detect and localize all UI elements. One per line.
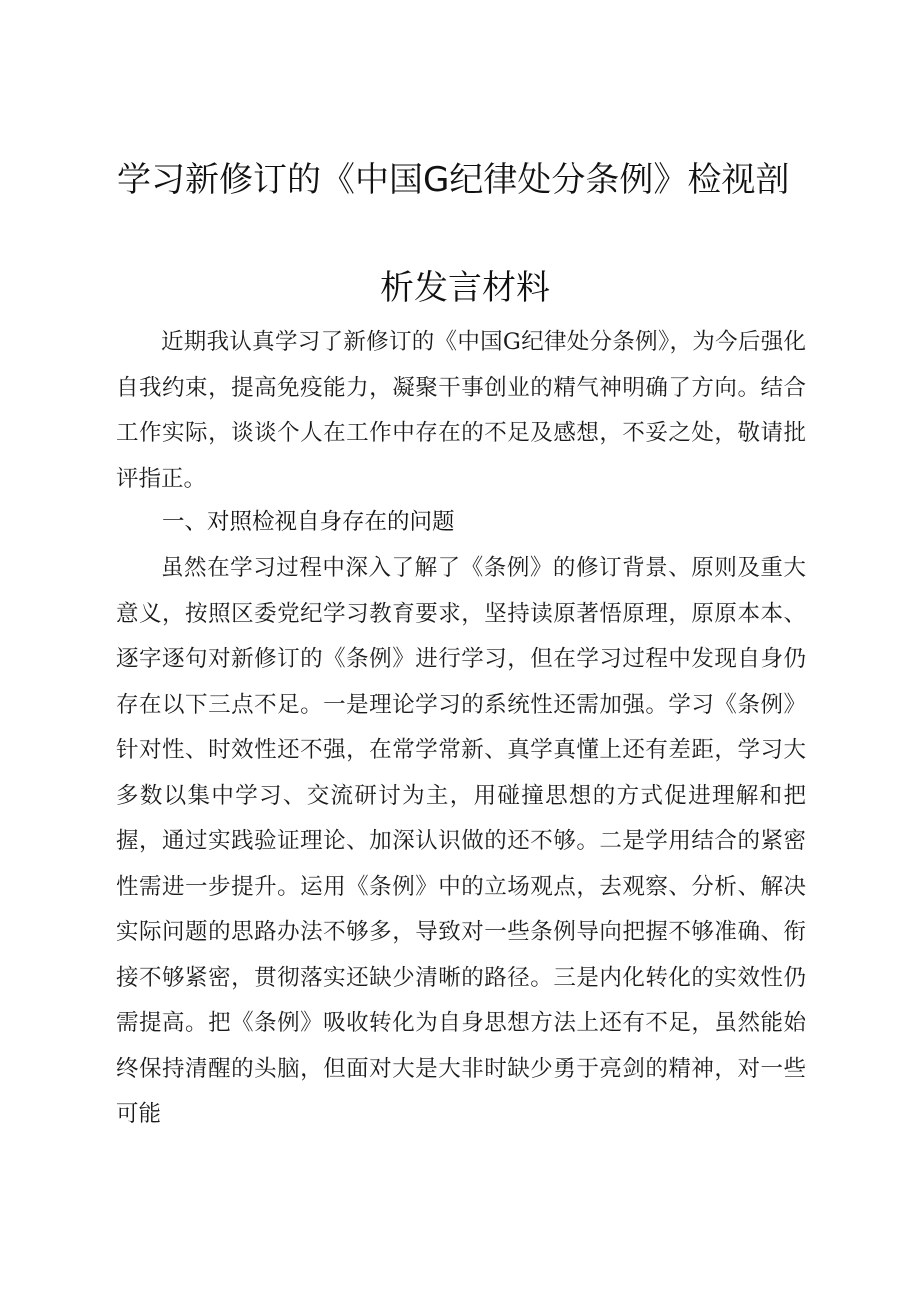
intro-paragraph: 近期我认真学习了新修订的《中国G纪律处分条例》，为今后强化自我约束，提高免疫能力，凝聚干事创业的精气神明确了方向。结合工作实际，谈谈个人在工作中存在的不足及感想，不妥之处，敬请批评指正。 bbox=[116, 329, 806, 492]
document-title-line-1: 学习新修订的《中国G纪律处分条例》检视剖 bbox=[117, 160, 790, 200]
intro-block bbox=[116, 320, 806, 502]
document-title-line-2: 析发言材料 bbox=[380, 268, 550, 308]
section-paragraph: 虽然在学习过程中深入了解了《条例》的修订背景、原则及重大意义，按照区委党纪学习教育要求，坚持读原著悟原理，原原本本、逐字逐句对新修订的《条例》进行学习，但在学习过程中发现自身仍存在以下三点不足。一是理论学习的系统性还需加强。学习《条例》针对性、时效性还不强，在常学常新、真学真懂上还有差距，学习大多数以集中学习、交流研讨为主，用碰撞思想的方式促进理解和把握，通过实践验证理论、加深认识做的还不够。二是学用结合的紧密性需进一步提升。运用《条例》中的立场观点，去观察、分析、解决实际问题的思路办法不够多，导致对一些条例导向把握不够准确、衔接不够紧密，贯彻落实还缺少清晰的路径。三是内化转化的实效性仍需提高。把《条例》吸收转化为自身思想方法上还有不足，虽然能始终保持清醒的头脑，但面对大是大非时缺少勇于亮剑的精神，对一些可能 bbox=[116, 555, 806, 1127]
section-heading: 一、对照检视自身存在的问题 bbox=[162, 509, 455, 535]
section-block bbox=[116, 546, 806, 1138]
